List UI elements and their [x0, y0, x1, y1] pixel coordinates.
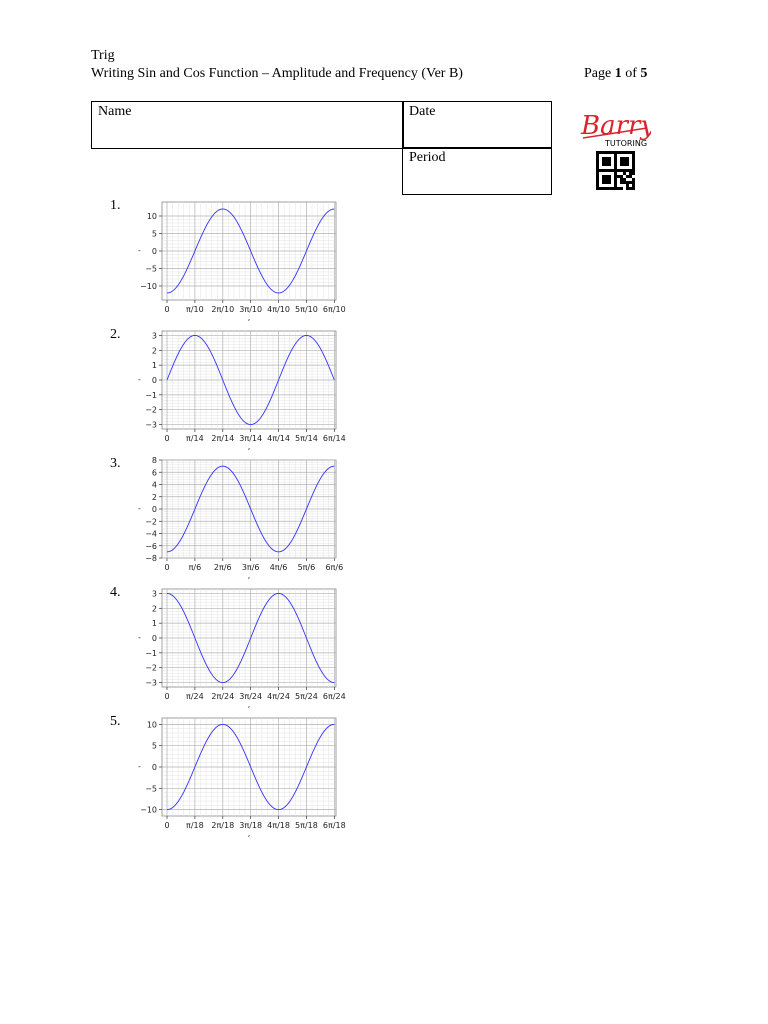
period-label: Period: [409, 150, 446, 165]
y-tick-label: 0: [151, 505, 157, 514]
y-tick-label: −5: [145, 784, 157, 794]
y-tick-label: −10: [140, 805, 157, 815]
x-tick-label: 4π/18: [267, 821, 290, 830]
y-tick-label: 5: [151, 741, 157, 751]
page-prefix: Page: [584, 66, 615, 81]
date-field[interactable]: [402, 101, 552, 149]
y-tick-label: 10: [146, 212, 157, 221]
graph-5: [134, 714, 344, 838]
y-tick-label: −3: [145, 420, 157, 430]
y-tick-label: −1: [145, 390, 157, 400]
x-tick-label: 3π/18: [239, 821, 263, 830]
x-tick-label: 4π/6: [269, 563, 288, 572]
y-tick-label: −4: [145, 529, 157, 539]
x-tick-label: 5π/14: [295, 434, 318, 443]
x-tick-label: 6π/24: [322, 692, 346, 701]
y-tick-label: 0: [151, 763, 157, 772]
y-tick-label: 1: [151, 619, 157, 629]
page-number: 1: [614, 66, 622, 81]
y-tick-label: 1: [151, 361, 157, 371]
x-tick-label: π/10: [186, 305, 204, 314]
question-number-2: 2.: [110, 327, 121, 342]
y-tick-label: −6: [145, 541, 157, 551]
x-tick-label: 0: [164, 434, 170, 443]
logo-graphic: [579, 104, 651, 194]
y-tick-label: −3: [145, 678, 157, 688]
y-axis-mark: -: [138, 762, 141, 771]
name-label: Name: [98, 104, 132, 119]
worksheet-title: Writing Sin and Cos Function – Amplitude and Frequency (Ver B): [91, 66, 463, 81]
barry-tutoring-logo: [579, 104, 651, 194]
y-tick-label: −10: [140, 282, 157, 291]
y-tick-label: −2: [145, 663, 157, 673]
qr-code-icon: [596, 151, 635, 190]
y-axis-mark: -: [138, 375, 141, 384]
y-tick-label: 0: [151, 376, 157, 385]
x-tick-label: 3π/6: [241, 563, 260, 572]
name-field[interactable]: [91, 101, 404, 149]
question-number-5: 5.: [110, 714, 121, 729]
x-tick-label: 6π/14: [322, 434, 346, 443]
worksheet-subject: Trig: [91, 48, 115, 63]
x-tick-label: 4π/10: [267, 305, 290, 314]
y-tick-label: 0: [151, 247, 157, 256]
x-axis-mark: ,: [247, 700, 251, 709]
x-tick-label: 5π/18: [295, 821, 318, 830]
x-axis-mark: ,: [247, 442, 251, 451]
x-axis-mark: ,: [247, 571, 251, 580]
y-tick-label: 3: [151, 589, 157, 599]
x-tick-label: π/6: [188, 563, 202, 572]
x-tick-label: 5π/6: [297, 563, 316, 572]
y-tick-label: 8: [151, 456, 157, 465]
x-tick-label: 6π/10: [322, 305, 346, 314]
x-tick-label: 5π/24: [295, 692, 318, 701]
x-tick-label: π/14: [186, 434, 204, 443]
y-tick-label: 6: [151, 468, 157, 478]
question-number-3: 3.: [110, 456, 121, 471]
y-tick-label: −2: [145, 405, 157, 415]
y-tick-label: −5: [145, 264, 157, 274]
x-tick-label: 0: [164, 305, 170, 314]
question-number-1: 1.: [110, 198, 121, 213]
x-tick-label: 5π/10: [295, 305, 318, 314]
graph-2: [134, 327, 344, 451]
x-axis-mark: ,: [247, 313, 251, 322]
x-tick-label: 0: [164, 692, 170, 701]
x-tick-label: 2π/14: [211, 434, 235, 443]
question-number-4: 4.: [110, 585, 121, 600]
x-tick-label: 4π/24: [267, 692, 290, 701]
x-tick-label: 3π/24: [239, 692, 263, 701]
y-tick-label: 4: [151, 480, 157, 490]
x-axis-mark: ,: [247, 829, 251, 838]
y-tick-label: 2: [151, 492, 157, 502]
x-tick-label: 2π/10: [211, 305, 235, 314]
y-axis-mark: -: [138, 246, 141, 255]
x-tick-label: 0: [164, 821, 170, 830]
y-tick-label: −1: [145, 648, 157, 658]
y-tick-label: 2: [151, 346, 157, 356]
x-tick-label: 2π/6: [213, 563, 232, 572]
period-field[interactable]: [402, 147, 552, 195]
x-tick-label: 6π/6: [325, 563, 344, 572]
x-tick-label: 6π/18: [322, 821, 346, 830]
page-of: of: [621, 66, 641, 81]
y-axis-mark: -: [138, 504, 141, 513]
graph-4: [134, 585, 344, 709]
graph-3: [134, 456, 344, 580]
logo-sub-text: TUTORING: [605, 139, 648, 148]
x-tick-label: π/24: [186, 692, 204, 701]
page-indicator: [584, 66, 647, 82]
y-tick-label: 0: [151, 634, 157, 643]
date-label: Date: [409, 104, 436, 119]
logo-script-text: Barry: [581, 111, 651, 141]
graph-1: [134, 198, 344, 322]
y-tick-label: 2: [151, 604, 157, 614]
x-tick-label: 2π/18: [211, 821, 235, 830]
x-tick-label: 3π/10: [239, 305, 263, 314]
y-tick-label: 10: [146, 720, 157, 730]
y-tick-label: −8: [145, 554, 157, 563]
x-tick-label: 2π/24: [211, 692, 235, 701]
y-tick-label: −2: [145, 517, 157, 527]
x-tick-label: 0: [164, 563, 170, 572]
y-axis-mark: -: [138, 633, 141, 642]
page-total: 5: [640, 66, 648, 81]
x-tick-label: π/18: [186, 821, 204, 830]
y-tick-label: 3: [151, 331, 157, 341]
x-tick-label: 3π/14: [239, 434, 263, 443]
y-tick-label: 5: [151, 229, 157, 239]
x-tick-label: 4π/14: [267, 434, 290, 443]
